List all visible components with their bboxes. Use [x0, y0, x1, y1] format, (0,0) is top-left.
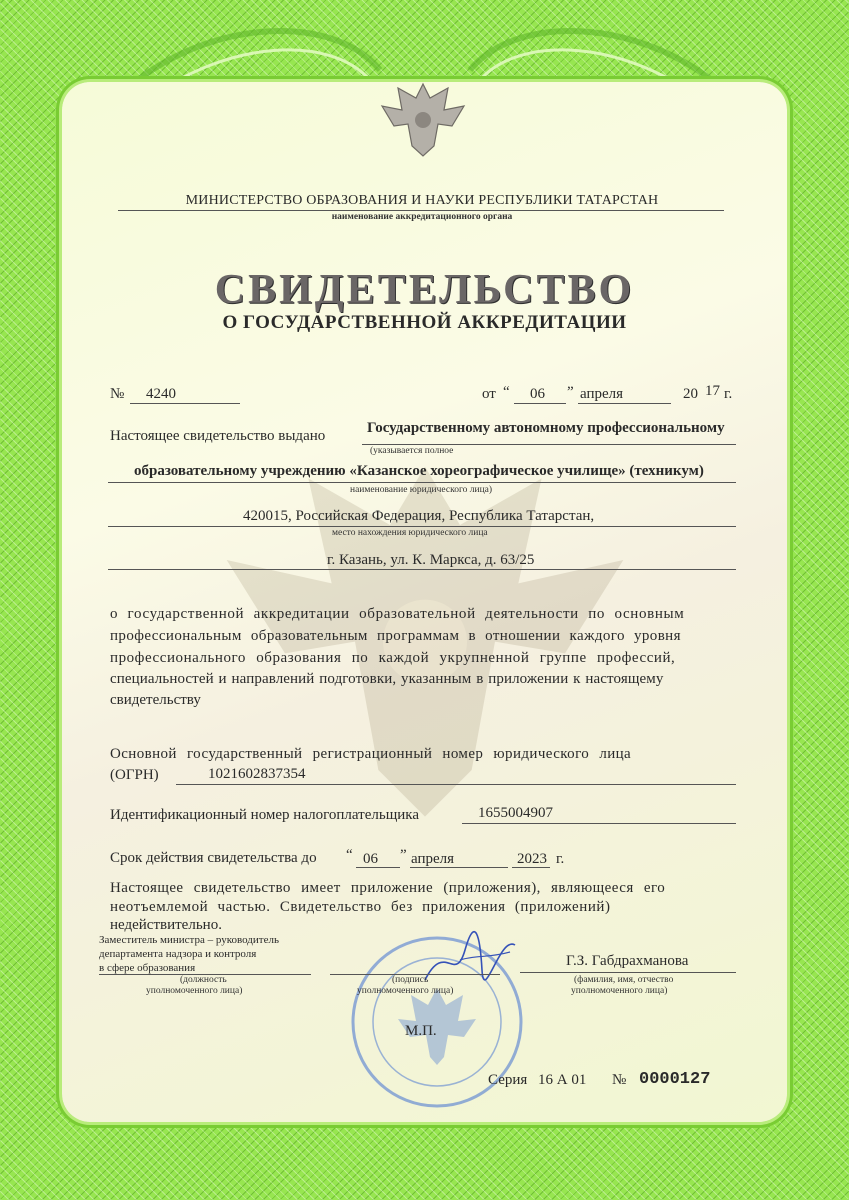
organization-name-line1: Государственному автономному профессиональному: [367, 420, 725, 436]
validity-month-underline: [410, 867, 508, 868]
signature-caption-1: (подпись: [392, 975, 429, 985]
ogrn-underline: [176, 784, 736, 785]
date-quote-close: ”: [567, 384, 574, 400]
validity-day: 06: [363, 851, 378, 867]
position-caption-1: (должность: [180, 975, 227, 985]
inn-underline: [462, 823, 736, 824]
signatory-name: Г.З. Габдрахманова: [566, 953, 689, 969]
full-name-caption: (указывается полное: [370, 446, 454, 456]
appendix-line-2: неотъемлемой частью. Свидетельство без приложения (приложений): [110, 899, 611, 915]
date-day-underline: [514, 403, 566, 404]
body-line-4: специальностей и направлений подготовки, указанным в приложении к настоящему: [110, 671, 664, 687]
name-caption-2: уполномоченного лица): [571, 986, 668, 996]
series-label: Серия: [488, 1072, 528, 1088]
signature-caption-2: уполномоченного лица): [357, 986, 454, 996]
signatory-position-2: департамента надзора и контроля: [99, 948, 257, 960]
date-suffix: г.: [724, 386, 733, 402]
date-day: 06: [530, 386, 545, 402]
validity-year: 2023: [517, 851, 547, 867]
inn-value: 1655004907: [478, 805, 553, 821]
document-subtitle: О ГОСУДАРСТВЕННОЙ АККРЕДИТАЦИИ: [222, 312, 627, 333]
issued-label: Настоящее свидетельство выдано: [110, 428, 326, 444]
org-line1-underline: [362, 444, 736, 445]
legal-entity-caption: наименование юридического лица): [350, 485, 493, 495]
validity-month: апреля: [411, 851, 455, 867]
signatory-position-1: Заместитель министра – руководитель: [99, 934, 279, 946]
body-line-3: профессионального образования по каждой укрупненной группе профессий,: [110, 650, 676, 666]
name-caption-1: (фамилия, имя, отчество: [574, 975, 674, 985]
body-line-2: профессиональным образовательным программам в отношении каждого уровня: [110, 628, 681, 644]
ogrn-label-1: Основной государственный регистрационный номер юридического лица: [110, 746, 632, 762]
inn-label: Идентификационный номер налогоплательщика: [110, 807, 420, 823]
appendix-line-1: Настоящее свидетельство имеет приложение (приложения), являющееся его: [110, 880, 666, 896]
issuing-authority: МИНИСТЕРСТВО ОБРАЗОВАНИЯ И НАУКИ РЕСПУБЛИКИ ТАТАРСТАН: [185, 193, 659, 208]
org-line2-underline: [108, 482, 736, 483]
date-century: 20: [683, 386, 698, 402]
date-from-label: от: [482, 386, 496, 402]
authority-caption: наименование аккредитационного органа: [331, 212, 513, 222]
date-month: апреля: [580, 386, 624, 402]
address-line2: г. Казань, ул. К. Маркса, д. 63/25: [327, 552, 535, 568]
series-value: 16 А 01: [538, 1072, 587, 1088]
handwritten-signature: [420, 930, 520, 990]
seal-place-label: М.П.: [405, 1023, 437, 1039]
number-underline: [130, 403, 240, 404]
validity-year-underline: [512, 867, 550, 868]
document-title: СВИДЕТЕЛЬСТВО: [214, 267, 635, 313]
date-month-underline: [578, 403, 671, 404]
body-line-1: о государственной аккредитации образовательной деятельности по основным: [110, 606, 685, 622]
coat-of-arms-icon: [378, 80, 468, 160]
validity-day-underline: [356, 867, 400, 868]
certificate-number: 4240: [146, 386, 176, 402]
body-line-5: свидетельству: [110, 692, 201, 708]
signatory-position-3: в сфере образования: [99, 962, 196, 974]
name-underline: [520, 972, 736, 973]
ogrn-label-2: (ОГРН): [110, 767, 159, 783]
validity-quote-open: “: [346, 847, 353, 863]
address-line2-underline: [108, 569, 736, 570]
date-quote-open: “: [503, 384, 510, 400]
validity-quote-close: ”: [400, 847, 407, 863]
organization-name-line2: образовательному учреждению «Казанское хореографическое училище» (техникум): [134, 463, 704, 479]
validity-label: Срок действия свидетельства до: [110, 850, 317, 866]
position-caption-2: уполномоченного лица): [146, 986, 243, 996]
authority-underline: [118, 210, 724, 211]
date-year: 17: [705, 383, 720, 399]
serial-number-label: №: [612, 1072, 627, 1088]
serial-number: 0000127: [639, 1070, 711, 1089]
appendix-line-3: недействительно.: [110, 917, 222, 933]
location-caption: место нахождения юридического лица: [332, 528, 488, 538]
address-line1-underline: [108, 526, 736, 527]
number-label: №: [110, 386, 125, 402]
address-line1: 420015, Российская Федерация, Республика Татарстан,: [243, 508, 595, 524]
validity-suffix: г.: [556, 851, 565, 867]
ogrn-value: 1021602837354: [208, 766, 306, 782]
